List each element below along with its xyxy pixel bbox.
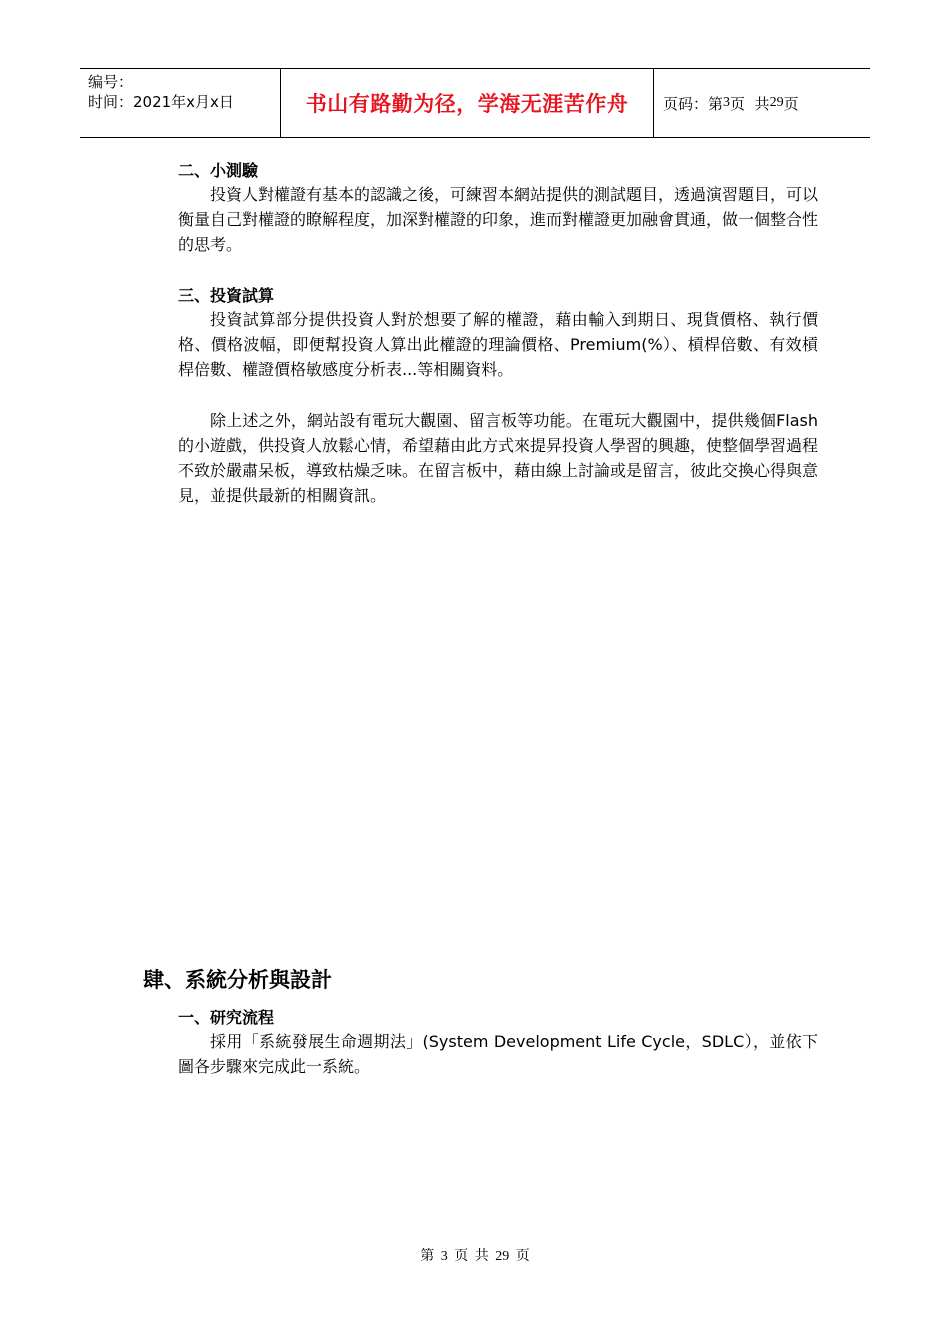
header-page-prefix: 页码：第 [663, 94, 724, 113]
header-number-label: 编号： [88, 73, 134, 91]
page-footer: 第 3 页 共 29 页 [420, 1249, 530, 1264]
subsection-title: 一、研究流程 [178, 1008, 275, 1027]
section-paragraph: 除上述之外，網站設有電玩大觀園、留言板等功能。在電玩大觀園中，提供幾個Flash的小遊戲，供投資人放鬆心情，希望藉由此方式來提昇投資人學習的興趣，使整個學習過程不致於嚴肅呆板，導致枯燥乏味。在留言板中，藉由線上討論或是留言，彼此交換心得與意見，並提供最新的相關資訊。 [178, 411, 819, 505]
subsection-paragraph: 採用「系統發展生命週期法」(System Development Life Cycle，SDLC），並依下圖各步驟來完成此一系統。 [178, 1032, 818, 1076]
header-page-info [654, 69, 870, 137]
page-header [80, 68, 870, 138]
header-page-number: 3 [723, 95, 731, 110]
header-meta [80, 69, 281, 137]
header-page-total: 29 [769, 95, 784, 110]
header-page-suffix: 页 [783, 94, 799, 113]
header-date: 时间：2021年x月x日 [88, 93, 234, 111]
section-title: 二、小測驗 [178, 161, 259, 180]
chapter-title: 肆、系統分析與設計 [143, 968, 332, 992]
section-calculation [178, 285, 818, 382]
section-quiz [178, 160, 818, 257]
section-paragraph: 投資試算部分提供投資人對於想要了解的權證，藉由輸入到期日、現貨價格、執行價格、價格波幅，即便幫投資人算出此權證的理論價格、Premium(%）、槓桿倍數、有效槓桿倍數、權證價格敏感度分析表...等相關資料。 [178, 310, 818, 379]
section-title: 三、投資試算 [178, 286, 275, 305]
section-other-features [178, 408, 818, 508]
header-page-mid: 页 共 [730, 94, 770, 113]
section-paragraph: 投資人對權證有基本的認識之後，可練習本網站提供的測試題目，透過演習題目，可以衡量自己對權證的瞭解程度，加深對權證的印象，進而對權證更加融會貫通，做一個整合性的思考。 [178, 185, 819, 254]
section-research-process [178, 1007, 818, 1079]
header-motto: 书山有路勤为径，学海无涯苦作舟 [281, 69, 654, 137]
